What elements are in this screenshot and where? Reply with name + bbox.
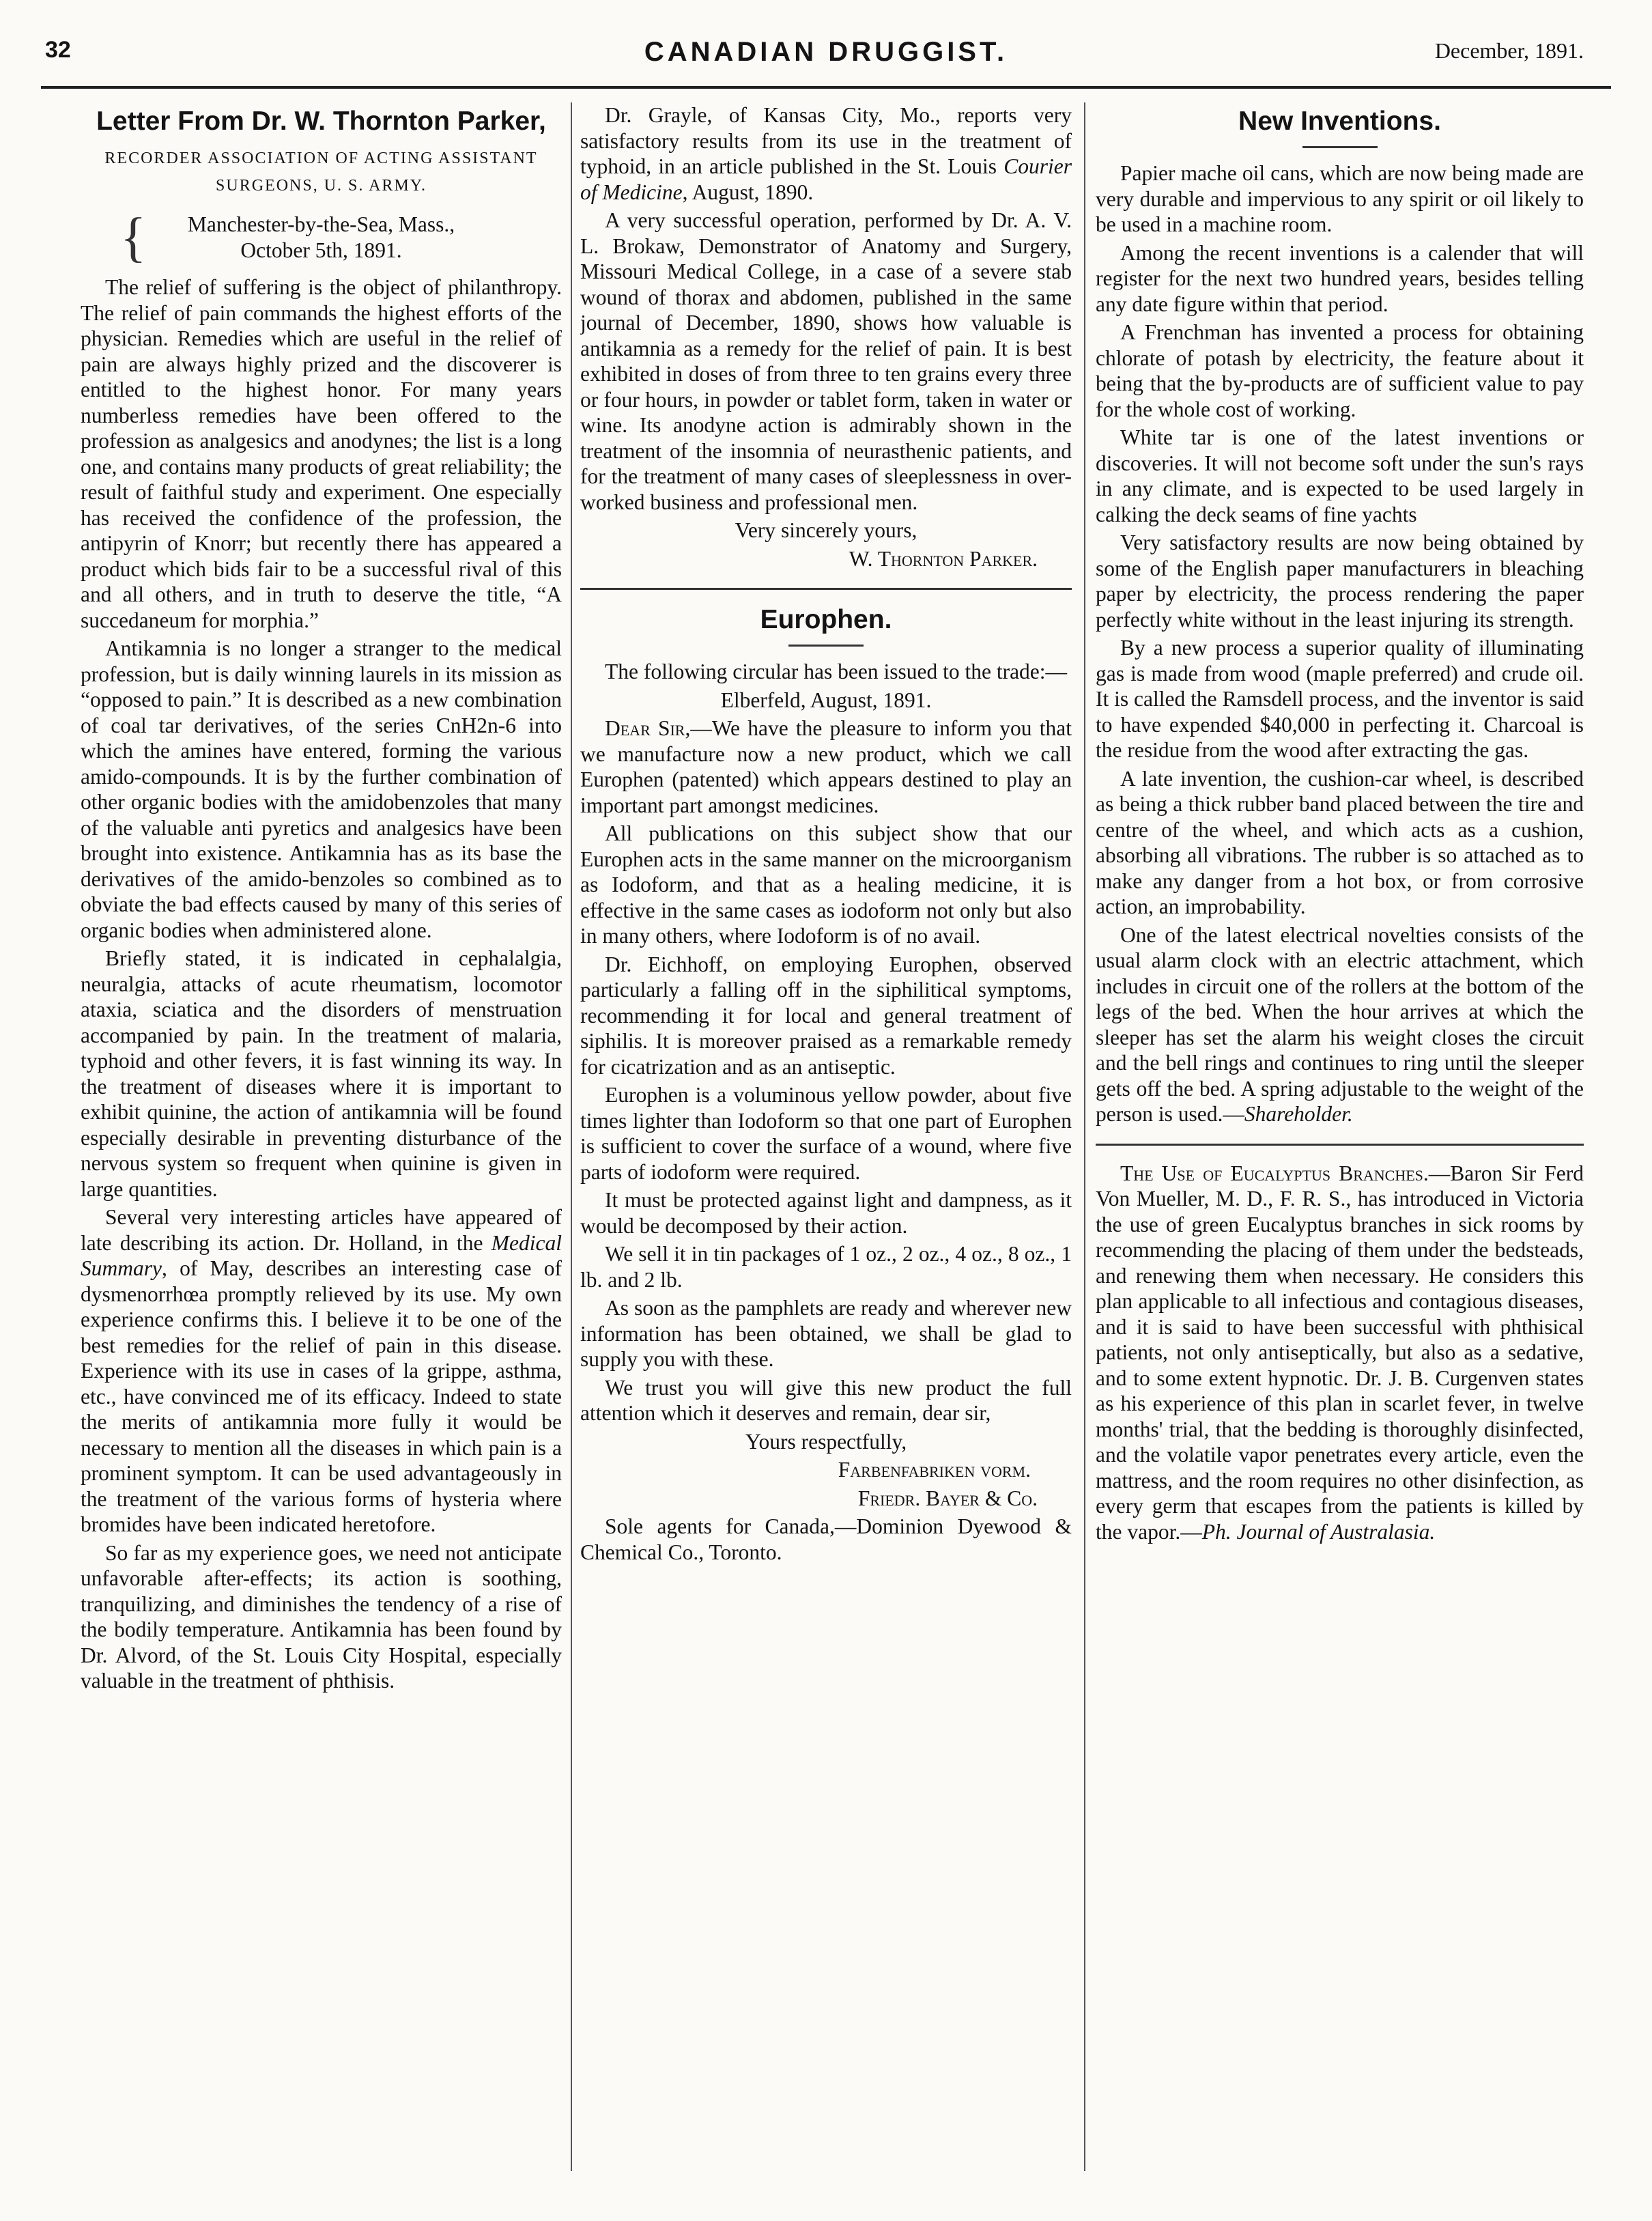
letter-article (81, 107, 562, 1694)
source-credit: Ph. Journal of Australasia. (1201, 1519, 1436, 1544)
letter-headline: Letter From Dr. W. Thornton Parker, (96, 107, 546, 136)
europhen-paragraph: We sell it in tin packages of 1 oz., 2 oz., 4 oz., 8 oz., 1 lb. and 2 lb. (580, 1242, 1072, 1292)
europhen-signature: Friedr. Bayer & Co. (857, 1486, 1038, 1510)
issue-date: December, 1891. (1434, 38, 1584, 63)
europhen-paragraph: As soon as the pamphlets are ready and wherever new information has been obtained, we shall be glad to supply you with these. (580, 1296, 1072, 1371)
inventions-paragraph: A Frenchman has invented a process for obtaining chlorate of potash by electricity, the feature about it being that the by-products are of sufficient value to pay for the whole cost of working. (1096, 320, 1584, 421)
inventions-paragraph: Papier mache oil cans, which are now being made are very durable and impervious to any spirit or oil likely to be used in a machine room. (1096, 161, 1584, 236)
europhen-paragraph: We trust you will give this new product the full attention which it deserves and remain, dear sir, (580, 1375, 1072, 1425)
column-left (81, 102, 562, 2185)
letter-paragraph: So far as my experience goes, we need not anticipate unfavorable after-effects; its action is soothing, tranquilizing, and diminishes the tendency of a rise of the bodily temperature. Antikamnia has been found by Dr. Alvord, of the St. Louis City Hospital, especially valuable in the treatment of phthisis. (81, 1540, 562, 1693)
inventions-article (1096, 107, 1584, 1127)
europhen-paragraph: Europhen is a voluminous yellow powder, about five times lighter than Iodoform so that one part of Europhen is sufficient to cover the surface of a wound, where five parts of iodoform were required. (580, 1083, 1072, 1184)
inventions-paragraph: A late invention, the cushion-car wheel, is described as being a thick rubber band placed between the tire and centre of the wheel, and which acts as a cushion, absorbing all vibrations. The rubber is so attached as to make any danger from a hot box, or from corrosive action, an improbability. (1096, 766, 1584, 918)
column-middle (580, 102, 1072, 2185)
source-credit: Shareholder. (1244, 1102, 1353, 1126)
inventions-paragraph: Among the recent inventions is a calender that will register for the next two hundred years, besides telling any date figure within that period. (1096, 240, 1584, 316)
inventions-paragraph: Very satisfactory results are now being obtained by some of the English paper manufacturers in bleaching paper by electricity, the process rendering the paper perfectly white without in the least injuring its strength. (1096, 531, 1584, 632)
eucalyptus-article (1096, 1161, 1584, 1545)
journal-title: Medical Summary (81, 1230, 562, 1280)
letter-paragraph: Briefly stated, it is indicated in cephalalgia, neuralgia, attacks of acute rheumatism, locomotor ataxia, sciatica and the disorders of menstruation accompanied by pain. In the treatment of malaria, typhoid and other fevers, it is fast winning its way. In the treatment of diseases where it is important to exhibit quinine, the action of antikamnia will be found especially desirable in preventing disturbance of the nervous system so frequent when quinine is given in large quantities. (81, 946, 562, 1201)
europhen-paragraph: Dear Sir,—We have the pleasure to inform you that we manufacture now a new product, which we call Europhen (patented) which appears destined to play an important part amongst medicines. (580, 716, 1072, 817)
page-number: 32 (45, 37, 71, 63)
letter-closing: Very sincerely yours, (735, 518, 917, 542)
column-divider (571, 102, 572, 2171)
europhen-intro: The following circular has been issued to the trade:— (605, 660, 1068, 683)
europhen-dateline: Elberfeld, August, 1891. (720, 688, 932, 712)
europhen-closing: Yours respectfully, (745, 1429, 907, 1454)
europhen-paragraph: All publications on this subject show that our Europhen acts in the same manner on the microorganism as Iodoform, and that as a healing medicine, it is effective in the same cases as iodoform not only but also in many others, where Iodoform is of no avail. (580, 821, 1072, 948)
eucalyptus-title: The Use of Eucalyptus Branches. (1120, 1161, 1429, 1185)
letter-signature: W. Thornton Parker. (849, 546, 1038, 571)
inventions-paragraph: One of the latest electrical novelties consists of the usual alarm clock with an electric attachment, which includes in circuit one of the rollers at the bottom of the legs of the bed. When the hour arrives at which the sleeper has set the alarm his weight closes the circuit and the bell rings and continues to ring until the sleeper gets off the bed. A spring adjustable to the weight of the person is used.—Shareholder. (1096, 922, 1584, 1126)
short-rule (1302, 146, 1378, 148)
inventions-paragraph: By a new process a superior quality of illuminating gas is made from wood (maple preferred) and crude oil. It is called the Ramsdell process, and the inventor is said to have expended $40,000 in perfecting it. Charcoal is the residue from the wood after extracting the gas. (1096, 636, 1584, 762)
inventions-paragraph: White tar is one of the latest inventions or discoveries. It will not become soft under the sun's rays in any climate, and is expected to be used largely in calking the deck seams of fine yachts (1096, 425, 1584, 526)
europhen-signature: Farbenfabriken vorm. (838, 1458, 1031, 1482)
section-rule (1096, 1144, 1584, 1146)
europhen-article (580, 605, 1072, 1565)
letter-dateline: { Manchester-by-the-Sea, Mass., October 5th, 1891. (120, 208, 455, 268)
letter-paragraph: The relief of suffering is the object of philanthropy. The relief of pain commands the highest efforts of the physician. Remedies which are useful in the relief of pain are always highly prized and the discoverer is entitled to the highest honor. For many years numberless remedies have been offered to the profession as analgesics and anodynes; the list is a long one, and contains many products of great reliability; the result of faithful study and experiment. One especially has received the confidence of the profession, the antipyrin of Knorr; but recently there has appeared a product which bids fair to be a successful rival of this and all others, and in truth to deserve the title, “A succedaneum for morphia.” (81, 275, 562, 632)
letter-paragraph: Dr. Grayle, of Kansas City, Mo., reports very satisfactory results from its use in the treatment of typhoid, in an article published in the St. Louis Courier of Medicine, August, 1890. (580, 103, 1072, 204)
page-header (41, 31, 1611, 79)
eucalyptus-paragraph: The Use of Eucalyptus Branches.—Baron Sir Ferd Von Mueller, M. D., F. R. S., has introduced in Victoria the use of green Eucalyptus branches in sick rooms by recommending the placing of them under the bedsteads, and renewing them when necessary. He considers this plan applicable to all infectious and contagious diseases, and it is said to have been successful with phthisical patients, not only antiseptically, but also as a sedative, and to some extent hypnotic. Dr. J. B. Curgenven states as his experience of this plan in scarlet fever, in twelve months' trial, that the bedding is thoroughly disinfected, and the volatile vapor penetrates every article, even the mattress, and the room requires no other disinfection, as every germ that escapes from the patients is killed by the vapor.—Ph. Journal of Australasia. (1096, 1161, 1584, 1544)
column-divider (1084, 102, 1085, 2171)
europhen-agents: Sole agents for Canada,—Dominion Dyewood & Chemical Co., Toronto. (580, 1514, 1072, 1564)
journal-title: Courier of Medicine (580, 154, 1072, 204)
europhen-paragraph: It must be protected against light and dampness, as it would be decomposed by their action. (580, 1188, 1072, 1238)
header-rule (41, 86, 1611, 89)
europhen-headline: Europhen. (760, 605, 892, 634)
section-rule (580, 588, 1072, 590)
column-right (1096, 102, 1584, 2185)
inventions-headline: New Inventions. (1238, 107, 1441, 136)
brace-glyph: { (120, 208, 147, 268)
short-rule (788, 645, 864, 647)
europhen-paragraph: Dr. Eichhoff, on employing Europhen, observed particularly a falling off in the siphilitical symptoms, recommending it for local and general treatment of siphilis. It is moreover praised as a remarkable remedy for cicatrization and as an antiseptic. (580, 952, 1072, 1079)
letter-paragraph: Antikamnia is no longer a stranger to the medical profession, but is daily winning laurels in its mission as “opposed to pain.” It is described as a new combination of coal tar derivatives, of the series CnH2n-6 into which the amines have entered, forming the various amido-compounds. It is by the further combination of other organic bodies with the amidobenzoles that many of the valuable anti pyretics and analgesics have been brought into existence. Antikamnia has as its base the derivatives of the amido-benzoles so combined as to obviate the bad effects caused by many of this series of organic bodies when administered alone. (81, 636, 562, 942)
letter-subtitle: RECORDER ASSOCIATION OF ACTING ASSISTANT SURGEONS, U. S. ARMY. (104, 150, 538, 195)
letter-paragraph: A very successful operation, performed by Dr. A. V. L. Brokaw, Demonstrator of Anatomy and Surgery, Missouri Medical College, in a case of a severe stab wound of thorax and abdomen, published in the same journal of December, 1890, shows how valuable is antikamnia as a remedy for the relief of pain. It is best exhibited in doses of from three to ten grains every three or four hours, in powder or tablet form, taken in water or wine. Its anodyne action is admirably shown in the treatment of the insomnia of neurasthenic patients, and for the treatment of many cases of sleeplessness in over-worked business and professional men. (580, 208, 1072, 514)
letter-paragraph: Several very interesting articles have appeared of late describing its action. Dr. Holland, in the Medical Summary, of May, describes an interesting case of dysmenorrhœa promptly relieved by its use. My own experience confirms this. I believe it to be one of the best remedies for the relief of pain in this disease. Experience with its use in cases of la grippe, asthma, etc., have convinced me of its efficacy. Indeed to state the merits of antikamnia more fully it would be necessary to mention all the diseases in which pain is a prominent symptom. It can be used advantageously in the treatment of the various forms of hysteria where bromides have been indicated heretofore. (81, 1205, 562, 1536)
publication-title: CANADIAN DRUGGIST. (644, 37, 1008, 67)
salutation: Dear Sir, (605, 716, 691, 740)
